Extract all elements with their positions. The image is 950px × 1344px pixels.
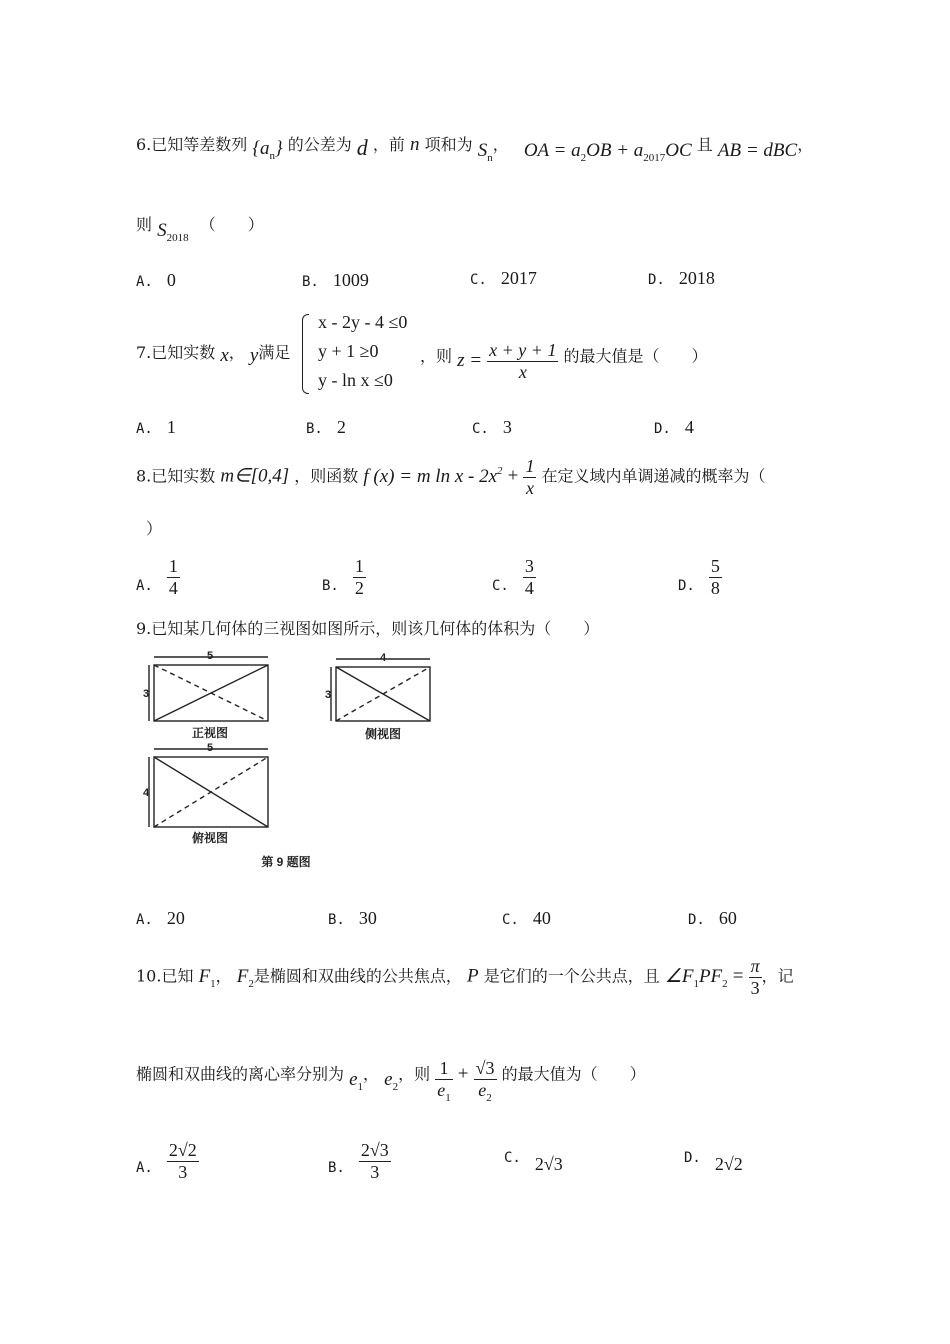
q6-line2: 则 $S_{2018}$ （ ） [136,215,264,244]
q8-line2: ） [146,519,163,538]
q9-three-view-figure [140,645,440,869]
side-width-label: 4 [379,652,387,664]
q8-option-a[interactable]: A. $\frac{1}{4}$ [136,556,178,598]
q10-option-b[interactable]: B. $\frac{2√3}{3}$ [328,1140,389,1182]
side-height-label: 3 [324,689,332,701]
q6-option-c[interactable]: C. 2017 [470,268,537,288]
q8-option-b[interactable]: B. $\frac{1}{2}$ [322,556,364,598]
top-width-label: 5 [206,742,214,754]
q10-line2: 椭圆和双曲线的离心率分别为 $e_1$， $e_2$，则 $\frac{1}{e_1}$ + $\frac{√3}{e_2}$ 的最大值为（ ） [136,1058,646,1104]
q8-line1: 8.已知实数 m∈[0,4] ，则函数 f (x) = m ln x - $2x^2$ + $\frac{1}{x}$ 在定义域内单调递减的概率为（ [136,456,766,498]
front-height-label: 3 [142,688,150,700]
top-height-label: 4 [142,787,150,799]
q7-line1-tail: ，则 z = $\frac{x + y + 1}{x}$ 的最大值是（ ） [420,340,708,382]
q9-option-c[interactable]: C. 40 [502,908,551,928]
q10-option-d[interactable]: D. 2√2 [684,1150,743,1174]
q8-option-d[interactable]: D. $\frac{5}{8}$ [678,556,720,598]
side-view-label: 侧视图 [364,727,402,741]
brace-icon [302,314,309,394]
q6-line1: 6.已知等差数列 $\{a_n\}$ 的公差为 d ，前 n 项和为 $S_n$， OA = $a_2OB + a_{2017}OC$ 且 AB = dBC， [136,134,814,164]
three-view-drawing [140,645,440,869]
q8-option-c[interactable]: C. $\frac{3}{4}$ [492,556,534,598]
q6-option-a[interactable]: A. 0 [136,270,176,290]
q10-option-c[interactable]: C. 2√3 [504,1150,563,1174]
q10-option-a[interactable]: A. $\frac{2√2}{3}$ [136,1140,197,1182]
q10-line1: 10.已知 $F_1$， $F_2$是椭圆和双曲线的公共焦点， P 是它们的一个公共点，且 $\angle F_1PF_2$ = $\frac{\pi}{3}$ ，记 [136,956,794,998]
q9-option-d[interactable]: D. 60 [688,908,737,928]
q7-option-d[interactable]: D. 4 [654,417,694,437]
figure-caption: 第 9 题图 [261,855,311,869]
q7-constraint-system: x - 2y - 4 ≤0 y + 1 ≥0 y - ln x ≤0 [302,312,412,394]
front-view-label: 正视图 [191,726,229,740]
q9-option-b[interactable]: B. 30 [328,908,377,928]
top-view-label: 俯视图 [191,831,229,845]
q7-option-a[interactable]: A. 1 [136,417,176,437]
q9-line1: 9.已知某几何体的三视图如图所示，则该几何体的体积为（ ） [136,619,600,638]
q7-option-c[interactable]: C. 3 [472,417,512,437]
q7-line1: 7.已知实数 x， y满足 [136,343,291,366]
q6-option-b[interactable]: B. 1009 [302,270,369,290]
front-width-label: 5 [206,650,214,662]
q9-option-a[interactable]: A. 20 [136,908,185,928]
q6-option-d[interactable]: D. 2018 [648,268,715,288]
q7-option-b[interactable]: B. 2 [306,417,346,437]
